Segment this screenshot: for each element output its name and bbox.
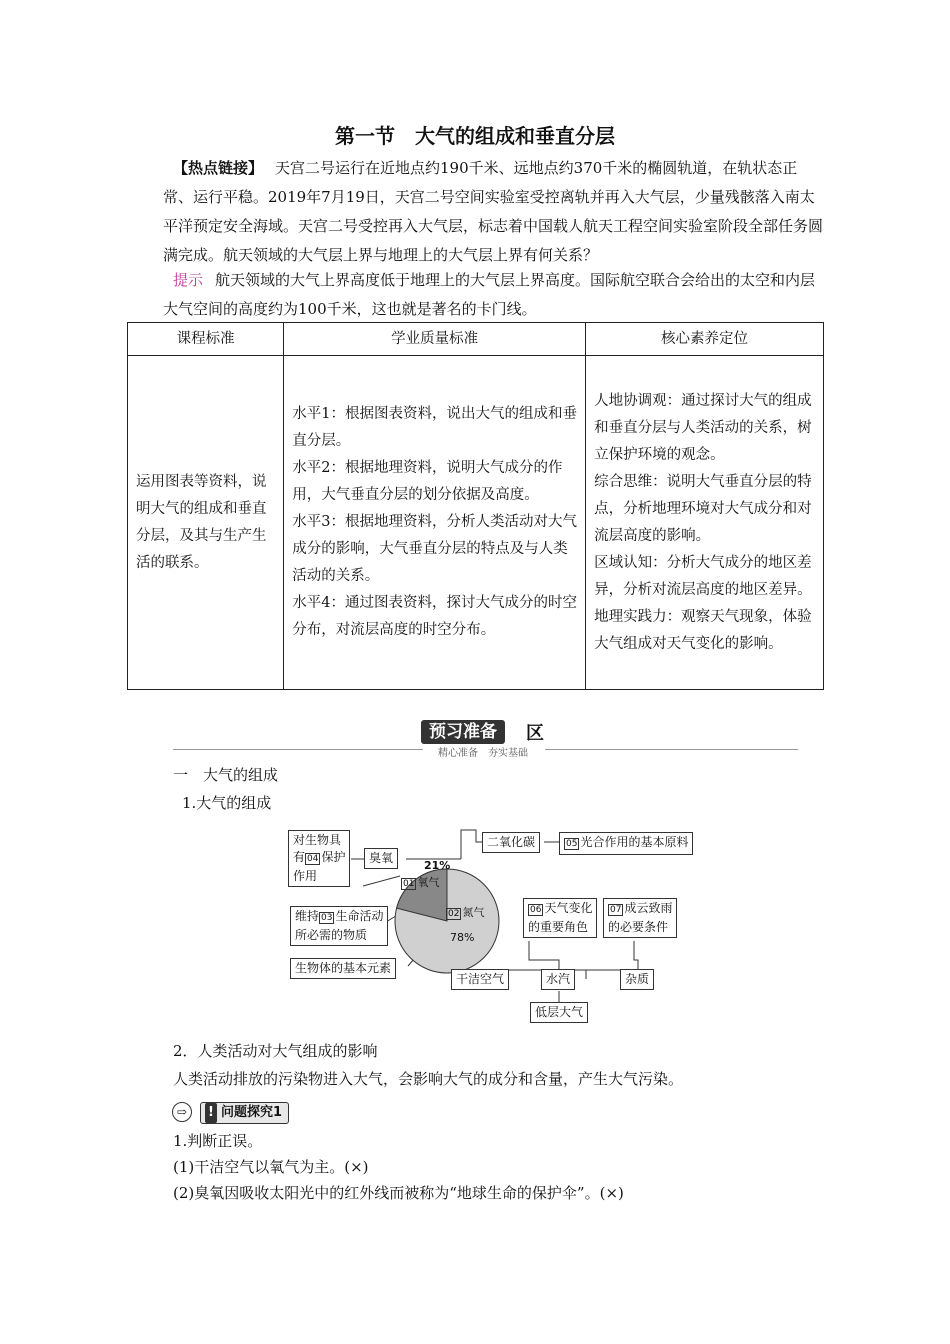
ozone-effect-line1: 对生物具 [293, 833, 342, 847]
oxygen-role-line1 [295, 908, 383, 927]
cloud-role-line2: 的必要条件 [608, 920, 669, 934]
blank-02: 02 [448, 909, 460, 919]
impurities-box: 杂质 [620, 969, 654, 990]
literacy-item-2: 综合思维：说明大气垂直分层的特点，分析地理环境对大气成分和对流层高度的影响。 [594, 473, 812, 544]
hint-paragraph [163, 266, 825, 324]
weather-role-text: 天气变化 [544, 901, 593, 915]
blank-03: 03 [321, 913, 333, 923]
human-impact-text: 人类活动排放的污染物进入大气，会影响大气的成分和含量，产生大气污染。 [173, 1070, 684, 1088]
co2-box: 二氧化碳 [482, 832, 540, 853]
co2-role-box [559, 832, 693, 855]
dry-air-box: 干洁空气 [451, 969, 509, 990]
hint-label: 提示 [173, 271, 204, 289]
blank-01: 01 [403, 879, 415, 889]
hint-text: 航天领域的大气上界高度低于地理上的大气层上界高度。国际航空联合会给出的太空和内层大气空间的高度约为100千米，这也就是著名的卡门线。 [163, 271, 816, 318]
atmosphere-composition-diagram [286, 826, 726, 1026]
quality-level-2: 水平2：根据地理资料，说明大气成分的作用，大气垂直分层的划分依据及高度。 [292, 460, 563, 503]
judge-heading: 1.判断正误。 [173, 1132, 263, 1150]
oxygen-role-prefix: 维持 [295, 909, 320, 923]
banner-suffix: 区 [526, 723, 544, 744]
water-vapor-box: 水汽 [541, 969, 575, 990]
weather-role-line2: 的重要角色 [528, 920, 589, 934]
blank-05: 05 [566, 839, 578, 849]
oxygen-label [401, 874, 439, 890]
co2-role-text: 光合作用的基本原料 [580, 835, 689, 849]
judge-item-1: (1)干洁空气以氧气为主。(×) [173, 1158, 369, 1176]
banner-divider-left [173, 749, 423, 750]
exclamation-icon: ! [205, 1103, 217, 1123]
ozone-effect-line3: 作用 [293, 869, 318, 883]
literacy-item-3: 区域认知：分析大气成分的地区差异，分析对流层高度的地区差异。 [594, 554, 812, 598]
literacy-cell [586, 356, 824, 690]
explore-label: 问题探究1 [221, 1105, 283, 1120]
oxygen-text: 氧气 [417, 876, 440, 889]
banner-subtitle: 精心准备 夯实基础 [423, 744, 543, 759]
hotlink-label: 【热点链接】 [173, 159, 264, 177]
quality-level-3: 水平3：根据地理资料，分析人类活动对大气成分的影响，大气垂直分层的特点及与人类活动的关系。 [292, 514, 577, 584]
ozone-effect-line2 [293, 849, 345, 868]
quality-level-1: 水平1：根据图表资料，说出大气的组成和垂直分层。 [292, 406, 577, 449]
ozone-box: 臭氧 [364, 848, 398, 869]
table-header-quality: 学业质量标准 [284, 323, 586, 356]
course-standard-cell: 运用图表等资料，说明大气的组成和垂直分层，及其与生产生活的联系。 [128, 356, 284, 690]
section-heading-composition: 一 大气的组成 [173, 766, 279, 784]
banner-divider-right [545, 749, 798, 750]
quality-standard-cell [284, 356, 586, 690]
banner-badge: 预习准备 [421, 720, 505, 744]
oxygen-role-box [290, 906, 388, 946]
ozone-effect-prefix: 有 [293, 850, 306, 864]
literacy-item-1: 人地协调观：通过探讨大气的组成和垂直分层与人类活动的关系，树立保护环境的观念。 [594, 392, 812, 463]
hotlink-paragraph [163, 154, 825, 270]
hotlink-text: 天宫二号运行在近地点约190千米、远地点约370千米的椭圆轨道，在轨状态正常、运行平稳。2019年7月19日，天宫二号空间实验室受控离轨并再入大气层，少量残骸落入南太平洋预定安全海域。天宫二号受控再入大气层，标志着中国载人航天工程空间实验室阶段全部任务圆满完成。航天领域的大气层上界与地理上的大气层上界有何关系？ [163, 159, 824, 264]
judge-item-2: (2)臭氧因吸收太阳光中的红外线而被称为“地球生命的保护伞”。(×) [173, 1184, 624, 1202]
nitrogen-percent: 78% [450, 931, 475, 944]
lower-atmosphere-box: 低层大气 [530, 1002, 588, 1023]
cloud-role-box [603, 898, 677, 938]
weather-role-box [523, 898, 597, 938]
quality-level-4: 水平4：通过图表资料，探讨大气成分的时空分布，对流层高度的时空分布。 [292, 595, 577, 638]
subheading-composition: 1.大气的组成 [182, 794, 272, 812]
oxygen-role-suffix: 生命活动 [335, 909, 384, 923]
ozone-effect-box [288, 830, 350, 887]
weather-role-line1 [528, 900, 592, 919]
table-header-course: 课程标准 [128, 323, 284, 356]
cloud-role-line1 [608, 900, 672, 919]
blank-04: 04 [307, 854, 319, 864]
section-banner [173, 718, 798, 758]
blank-07: 07 [610, 905, 622, 915]
page-title: 第一节 大气的组成和垂直分层 [335, 124, 615, 148]
blank-06: 06 [530, 905, 542, 915]
section-heading-human-impact: 2．人类活动对大气组成的影响 [173, 1042, 378, 1060]
explore-chip [200, 1102, 289, 1124]
oxygen-role-line2: 所必需的物质 [295, 928, 368, 942]
literacy-item-4: 地理实践力：观察天气现象，体验大气组成对天气变化的影响。 [594, 608, 812, 652]
standards-table [127, 322, 824, 690]
nitrogen-label [446, 904, 484, 920]
table-header-literacy: 核心素养定位 [586, 323, 824, 356]
oxygen-percent: 21% [424, 859, 451, 872]
nitrogen-role-box: 生物体的基本元素 [290, 958, 396, 979]
nitrogen-text: 氮气 [462, 906, 485, 919]
ozone-effect-mid: 保护 [321, 850, 346, 864]
cloud-role-text: 成云致雨 [624, 901, 673, 915]
arrow-right-icon: ⇨ [172, 1102, 192, 1122]
